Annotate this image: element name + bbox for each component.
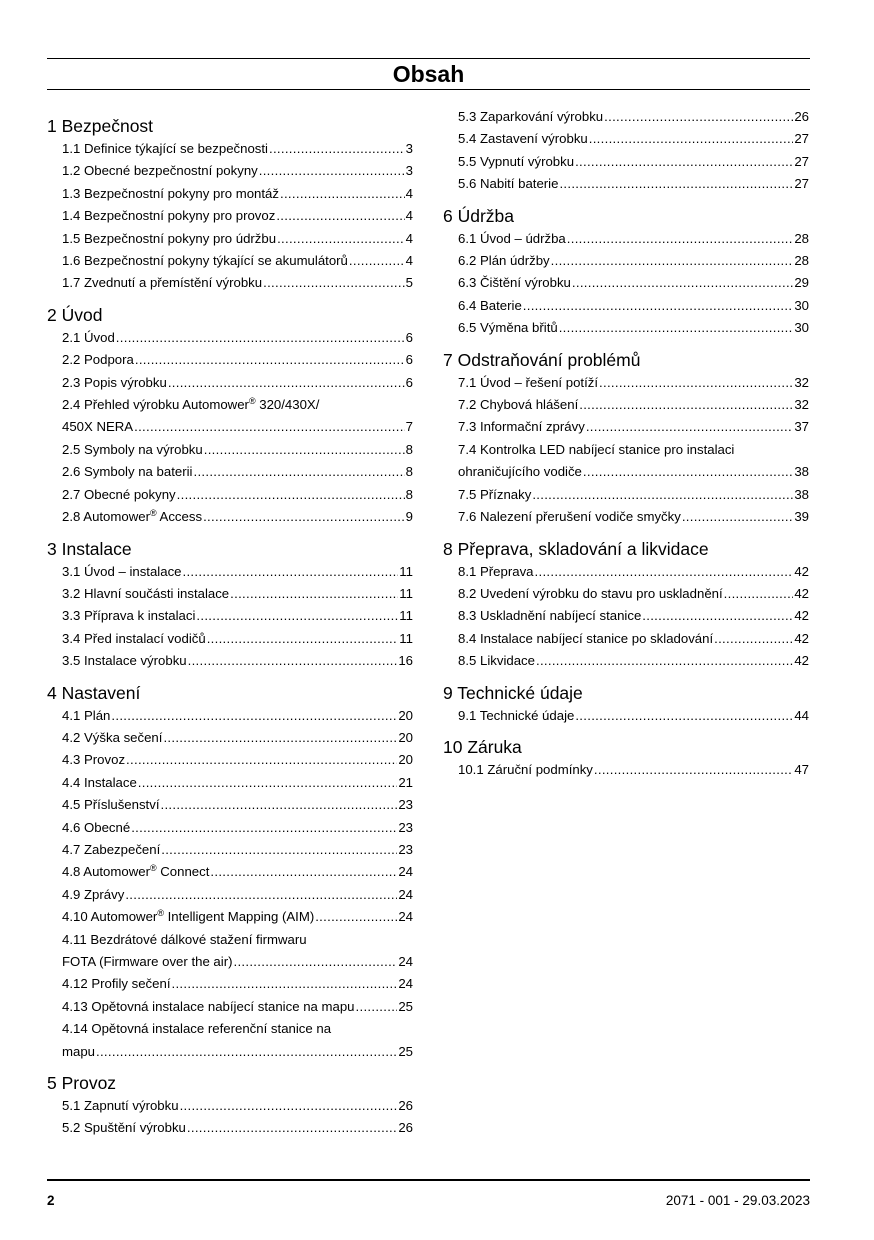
toc-entry-page: 32 bbox=[794, 397, 809, 413]
toc-entry-title: 5.1 Zapnutí výrobku bbox=[62, 1098, 179, 1114]
toc-entry[interactable] bbox=[47, 951, 413, 973]
toc-entry[interactable] bbox=[443, 759, 809, 781]
toc-entry[interactable] bbox=[47, 794, 413, 816]
toc-entry[interactable] bbox=[47, 349, 413, 371]
toc-entry[interactable] bbox=[443, 416, 809, 438]
toc-section-heading[interactable]: 2 Úvod bbox=[47, 304, 103, 325]
toc-entry-title: 2.8 Automower® Access bbox=[62, 508, 203, 525]
dot-leader bbox=[724, 583, 794, 605]
toc-entry-title: 8.3 Uskladnění nabíjecí stanice bbox=[458, 608, 642, 624]
dot-leader bbox=[579, 394, 793, 416]
toc-entry[interactable] bbox=[47, 506, 413, 528]
dot-leader bbox=[277, 228, 405, 250]
toc-entry[interactable] bbox=[443, 705, 809, 727]
toc-entry-title: 4.6 Obecné bbox=[62, 819, 131, 835]
dot-leader bbox=[269, 138, 405, 160]
header-rule-top bbox=[47, 58, 810, 59]
dot-leader bbox=[276, 205, 404, 227]
toc-entry[interactable] bbox=[443, 506, 809, 528]
toc-entry-page: 4 bbox=[405, 230, 413, 246]
toc-entry-title: 7.1 Úvod – řešení potíží bbox=[458, 374, 599, 390]
toc-section-heading[interactable]: 6 Údržba bbox=[443, 205, 515, 226]
toc-entry-page: 4 bbox=[405, 253, 413, 269]
toc-entry[interactable] bbox=[443, 561, 809, 583]
dot-leader bbox=[111, 705, 397, 727]
toc-entry-page: 30 bbox=[794, 297, 809, 313]
toc-section-heading[interactable]: 7 Odstraňování problémů bbox=[443, 349, 641, 370]
toc-entry-page: 42 bbox=[794, 608, 809, 624]
toc-entry-page: 7 bbox=[405, 419, 413, 435]
toc-entry[interactable] bbox=[47, 749, 413, 771]
dot-leader bbox=[594, 759, 793, 781]
dot-leader bbox=[604, 106, 793, 128]
toc-entry[interactable] bbox=[47, 250, 413, 272]
toc-entry-title: 8.2 Uvedení výrobku do stavu pro uskladnění bbox=[458, 585, 723, 601]
toc-entry-title: 6.3 Čištění výrobku bbox=[458, 275, 571, 291]
toc-section-heading[interactable]: 9 Technické údaje bbox=[443, 682, 583, 703]
toc-entry[interactable] bbox=[47, 561, 413, 583]
dot-leader bbox=[572, 272, 793, 294]
toc-entry-title: 4.7 Zabezpečení bbox=[62, 841, 161, 857]
toc-entry-title: 1.3 Bezpečnostní pokyny pro montáž bbox=[62, 185, 279, 201]
dot-leader bbox=[135, 349, 405, 371]
toc-entry[interactable] bbox=[47, 372, 413, 394]
toc-section-heading[interactable]: 5 Provoz bbox=[47, 1073, 117, 1094]
dot-leader bbox=[188, 650, 398, 672]
toc-entry[interactable] bbox=[443, 461, 809, 483]
dot-leader bbox=[586, 416, 794, 438]
toc-entry-page: 16 bbox=[398, 653, 413, 669]
toc-entry-line[interactable]: 2.4 Přehled výrobku Automower® 320/430X/ bbox=[62, 396, 320, 413]
toc-entry-page: 42 bbox=[794, 585, 809, 601]
toc-entry-title: 8.1 Přeprava bbox=[458, 563, 534, 579]
toc-section-heading[interactable]: 3 Instalace bbox=[47, 538, 132, 559]
toc-entry-page: 42 bbox=[794, 563, 809, 579]
dot-leader bbox=[551, 250, 794, 272]
toc-entry[interactable] bbox=[443, 650, 809, 672]
toc-entry-page: 8 bbox=[405, 441, 413, 457]
toc-entry-page: 26 bbox=[398, 1098, 413, 1114]
toc-entry-page: 24 bbox=[398, 909, 413, 925]
toc-entry[interactable] bbox=[47, 183, 413, 205]
toc-entry-page: 23 bbox=[398, 819, 413, 835]
toc-entry-title: 5.2 Spuštění výrobku bbox=[62, 1120, 186, 1136]
toc-entry-page: 24 bbox=[398, 976, 413, 992]
toc-entry[interactable] bbox=[443, 128, 809, 150]
toc-section-heading[interactable]: 1 Bezpečnost bbox=[47, 116, 154, 136]
toc-entry-title: 2.7 Obecné pokyny bbox=[62, 486, 176, 502]
dot-leader bbox=[682, 506, 794, 528]
dot-leader bbox=[96, 1041, 397, 1063]
toc-entry[interactable] bbox=[443, 173, 809, 195]
footer-page-number: 2 bbox=[47, 1193, 55, 1208]
toc-entry[interactable] bbox=[47, 461, 413, 483]
toc-entry[interactable] bbox=[47, 439, 413, 461]
dot-leader bbox=[559, 317, 794, 339]
toc-entry-page: 28 bbox=[794, 253, 809, 269]
toc-entry-page: 11 bbox=[399, 563, 413, 579]
dot-leader bbox=[532, 484, 793, 506]
toc-entry-page: 11 bbox=[399, 630, 413, 646]
toc-entry[interactable] bbox=[47, 583, 413, 605]
toc-entry-title: 3.2 Hlavní součásti instalace bbox=[62, 585, 230, 601]
dot-leader bbox=[599, 372, 793, 394]
dot-leader bbox=[134, 416, 405, 438]
toc-entry[interactable] bbox=[47, 272, 413, 294]
toc-entry[interactable] bbox=[47, 605, 413, 627]
toc-entry-title: 8.4 Instalace nabíjecí stanice po skladování bbox=[458, 630, 714, 646]
toc-entry[interactable] bbox=[443, 628, 809, 650]
toc-entry-page: 32 bbox=[794, 374, 809, 390]
dot-leader bbox=[193, 461, 404, 483]
toc-entry-page: 28 bbox=[794, 230, 809, 246]
toc-entry-page: 23 bbox=[398, 841, 413, 857]
toc-entry-page: 44 bbox=[794, 707, 809, 723]
toc-entry-page: 24 bbox=[398, 954, 413, 969]
toc-entry[interactable] bbox=[443, 484, 809, 506]
toc-entry[interactable] bbox=[47, 327, 413, 349]
toc-entry[interactable] bbox=[443, 250, 809, 272]
toc-entry-title: 7.5 Příznaky bbox=[458, 486, 532, 502]
toc-entry[interactable] bbox=[443, 295, 809, 317]
toc-entry[interactable] bbox=[443, 583, 809, 605]
toc-entry-page: 39 bbox=[794, 509, 809, 525]
toc-entry-page: 30 bbox=[794, 320, 809, 336]
toc-entry-page: 6 bbox=[405, 352, 413, 368]
toc-entry-page: 8 bbox=[405, 486, 413, 502]
toc-entry-page: 25 bbox=[398, 998, 413, 1014]
toc-entry-title: 1.4 Bezpečnostní pokyny pro provoz bbox=[62, 208, 276, 224]
toc-entry-title: 5.4 Zastavení výrobku bbox=[458, 131, 588, 147]
toc-entry-page: 47 bbox=[794, 761, 809, 777]
dot-leader bbox=[161, 839, 397, 861]
toc-entry-title: 4.9 Zprávy bbox=[62, 886, 125, 902]
dot-leader bbox=[125, 884, 397, 906]
toc-entry-title: 7.6 Nalezení přerušení vodiče smyčky bbox=[458, 509, 681, 525]
toc-entry-title: 4.13 Opětovná instalace nabíjecí stanice na mapu bbox=[62, 998, 355, 1014]
toc-entry-title: mapu bbox=[62, 1043, 95, 1059]
toc-entry-page: 29 bbox=[794, 275, 809, 291]
toc-entry[interactable] bbox=[443, 605, 809, 627]
dot-leader bbox=[575, 705, 793, 727]
toc-left-column bbox=[47, 106, 413, 1140]
footer-doc-code: 2071 - 001 - 29.03.2023 bbox=[665, 1193, 810, 1208]
dot-leader bbox=[280, 183, 405, 205]
toc-entry-title: 2.1 Úvod bbox=[62, 329, 115, 345]
dot-leader bbox=[315, 906, 397, 928]
toc-entry-page: 24 bbox=[398, 886, 413, 902]
toc-section-heading[interactable]: 4 Nastavení bbox=[47, 682, 141, 703]
toc-entry-title: 8.5 Likvidace bbox=[458, 653, 535, 669]
toc-entry[interactable] bbox=[47, 727, 413, 749]
toc-entry[interactable] bbox=[443, 372, 809, 394]
toc-entry-page: 42 bbox=[794, 630, 809, 646]
toc-entry[interactable] bbox=[47, 817, 413, 839]
toc-entry-title: 6.1 Úvod – údržba bbox=[458, 230, 566, 246]
toc-entry[interactable] bbox=[47, 138, 413, 160]
toc-entry-title: 6.5 Výměna břitů bbox=[458, 320, 558, 336]
toc-entry-title: 9.1 Technické údaje bbox=[458, 707, 575, 723]
toc-entry-title: 7.2 Chybová hlášení bbox=[458, 397, 579, 413]
toc-entry-page: 21 bbox=[398, 774, 413, 790]
footer-rule bbox=[47, 1179, 810, 1181]
toc-entry[interactable] bbox=[47, 973, 413, 995]
dot-leader bbox=[160, 794, 397, 816]
toc-entry-page: 42 bbox=[794, 653, 809, 669]
dot-leader bbox=[163, 727, 397, 749]
toc-entry-line[interactable]: 4.11 Bezdrátové dálkové stažení firmwaru bbox=[62, 931, 307, 947]
toc-entry-page: 38 bbox=[794, 464, 809, 480]
dot-leader bbox=[172, 973, 398, 995]
dot-leader bbox=[536, 650, 793, 672]
dot-leader bbox=[180, 1095, 398, 1117]
toc-entry-line[interactable]: 7.4 Kontrolka LED nabíjecí stanice pro instalaci bbox=[458, 441, 735, 457]
dot-leader bbox=[187, 1117, 397, 1139]
toc-entry-title: 1.2 Obecné bezpečnostní pokyny bbox=[62, 163, 258, 179]
toc-entry-page: 3 bbox=[405, 141, 413, 156]
toc-entry-page: 20 bbox=[398, 707, 413, 723]
toc-entry-title: 4.2 Výška sečení bbox=[62, 729, 163, 745]
toc-entry-title: 2.3 Popis výrobku bbox=[62, 374, 167, 390]
toc-entry-title: 2.6 Symboly na baterii bbox=[62, 464, 193, 480]
toc-entry-title: 4.3 Provoz bbox=[62, 752, 126, 768]
toc-entry[interactable] bbox=[47, 705, 413, 727]
dot-leader bbox=[183, 561, 399, 583]
toc-entry-page: 3 bbox=[405, 163, 413, 179]
dot-leader bbox=[204, 439, 405, 461]
toc-entry-page: 6 bbox=[405, 374, 413, 390]
toc-entry[interactable] bbox=[443, 106, 809, 128]
toc-entry-page: 8 bbox=[405, 464, 413, 480]
toc-entry[interactable] bbox=[443, 228, 809, 250]
toc-entry-page: 26 bbox=[794, 109, 809, 124]
toc-entry-page: 6 bbox=[405, 329, 413, 345]
dot-leader bbox=[567, 228, 794, 250]
toc-entry[interactable] bbox=[47, 484, 413, 506]
toc-entry-page: 4 bbox=[405, 185, 413, 201]
toc-entry-page: 38 bbox=[794, 486, 809, 502]
toc-section-heading[interactable]: 10 Záruka bbox=[443, 736, 522, 757]
dot-leader bbox=[349, 250, 405, 272]
dot-leader bbox=[131, 817, 397, 839]
toc-entry[interactable] bbox=[47, 996, 413, 1018]
toc-entry-title: 3.5 Instalace výrobku bbox=[62, 653, 187, 669]
toc-entry-page: 23 bbox=[398, 797, 413, 813]
toc-entry-title: 7.3 Informační zprávy bbox=[458, 419, 585, 435]
dot-leader bbox=[642, 605, 793, 627]
toc-entry-page: 20 bbox=[398, 752, 413, 768]
toc-entry[interactable] bbox=[443, 394, 809, 416]
toc-entry-title: 3.1 Úvod – instalace bbox=[62, 563, 182, 579]
toc-entry[interactable] bbox=[47, 839, 413, 861]
toc-entry[interactable] bbox=[47, 1041, 413, 1063]
toc-entry-title: 10.1 Záruční podmínky bbox=[458, 761, 593, 777]
dot-leader bbox=[230, 583, 398, 605]
toc-entry[interactable] bbox=[47, 205, 413, 227]
toc-entry-title: 2.5 Symboly na výrobku bbox=[62, 441, 203, 457]
dot-leader bbox=[116, 327, 405, 349]
toc-entry-page: 20 bbox=[398, 729, 413, 745]
toc-entry-title: 4.10 Automower® Intelligent Mapping (AIM) bbox=[62, 908, 315, 925]
dot-leader bbox=[196, 605, 398, 627]
toc-entry-title: 5.5 Vypnutí výrobku bbox=[458, 153, 575, 169]
toc-entry[interactable] bbox=[47, 160, 413, 182]
header-rule-bottom bbox=[47, 89, 810, 90]
toc-entry[interactable] bbox=[443, 317, 809, 339]
toc-entry-title: 1.5 Bezpečnostní pokyny pro údržbu bbox=[62, 230, 277, 246]
toc-section-heading[interactable]: 8 Přeprava, skladování a likvidace bbox=[443, 538, 709, 559]
dot-leader bbox=[583, 461, 793, 483]
dot-leader bbox=[523, 295, 794, 317]
dot-leader bbox=[203, 506, 405, 528]
toc-entry[interactable] bbox=[47, 650, 413, 672]
toc-entry-page: 27 bbox=[794, 153, 809, 169]
dot-leader bbox=[575, 151, 793, 173]
toc-entry-title: 1.7 Zvednutí a přemístění výrobku bbox=[62, 275, 263, 291]
toc-entry[interactable] bbox=[47, 1095, 413, 1117]
toc-entry-page: 37 bbox=[794, 419, 809, 435]
toc-entry-page: 25 bbox=[398, 1043, 413, 1059]
dot-leader bbox=[559, 173, 793, 195]
dot-leader bbox=[263, 272, 405, 294]
dot-leader bbox=[138, 772, 398, 794]
toc-entry-page: 27 bbox=[794, 131, 809, 147]
dot-leader bbox=[714, 628, 793, 650]
toc-entry-page: 5 bbox=[405, 275, 413, 291]
toc-entry-title: 4.12 Profily sečení bbox=[62, 976, 171, 992]
dot-leader bbox=[259, 160, 405, 182]
dot-leader bbox=[207, 628, 399, 650]
toc-entry-title: 4.4 Instalace bbox=[62, 774, 137, 790]
toc-entry[interactable] bbox=[443, 151, 809, 173]
dot-leader bbox=[356, 996, 398, 1018]
page-title: Obsah bbox=[392, 61, 465, 87]
toc-entry[interactable] bbox=[47, 1117, 413, 1139]
toc-entry-title: 6.4 Baterie bbox=[458, 297, 522, 313]
toc-entry[interactable] bbox=[47, 861, 413, 883]
toc-entry[interactable] bbox=[47, 906, 413, 928]
toc-entry-title: 450X NERA bbox=[62, 419, 134, 435]
toc-entry[interactable] bbox=[47, 884, 413, 906]
dot-leader bbox=[589, 128, 794, 150]
toc-entry-page: 11 bbox=[399, 585, 413, 601]
toc-entry[interactable] bbox=[47, 416, 413, 438]
toc-entry[interactable] bbox=[47, 628, 413, 650]
toc-entry-title: 2.2 Podpora bbox=[62, 352, 134, 368]
toc-entry-page: 11 bbox=[399, 608, 413, 624]
toc-entry-title: 1.1 Definice týkající se bezpečnosti bbox=[62, 141, 268, 156]
toc-entry-page: 26 bbox=[398, 1120, 413, 1136]
dot-leader bbox=[177, 484, 405, 506]
toc-entry-title: ohraničujícího vodiče bbox=[458, 464, 582, 480]
dot-leader bbox=[126, 749, 397, 771]
dot-leader bbox=[168, 372, 405, 394]
toc-entry-page: 9 bbox=[405, 509, 413, 525]
toc-entry-title: 4.1 Plán bbox=[62, 707, 111, 723]
toc-entry-title: 1.6 Bezpečnostní pokyny týkající se akumulátorů bbox=[62, 253, 348, 269]
dot-leader bbox=[233, 951, 397, 973]
toc-entry-page: 4 bbox=[405, 208, 413, 224]
toc-entry-line[interactable]: 4.14 Opětovná instalace referenční stanice na bbox=[62, 1021, 332, 1037]
toc-entry-title: 5.6 Nabití baterie bbox=[458, 176, 559, 192]
toc-entry-title: 3.3 Příprava k instalaci bbox=[62, 608, 196, 624]
toc-entry-title: FOTA (Firmware over the air) bbox=[62, 954, 233, 969]
toc-entry-title: 4.5 Příslušenství bbox=[62, 797, 160, 813]
toc-entry-page: 27 bbox=[794, 176, 809, 192]
toc-right-column bbox=[443, 106, 809, 781]
toc-entry-title: 3.4 Před instalací vodičů bbox=[62, 630, 206, 646]
toc-entry-title: 4.8 Automower® Connect bbox=[62, 863, 210, 880]
toc-entry-page: 24 bbox=[398, 864, 413, 880]
toc-entry[interactable] bbox=[47, 228, 413, 250]
toc-entry[interactable] bbox=[47, 772, 413, 794]
dot-leader bbox=[535, 561, 794, 583]
toc-entry[interactable] bbox=[443, 272, 809, 294]
dot-leader bbox=[210, 861, 397, 883]
toc-entry-title: 5.3 Zaparkování výrobku bbox=[458, 109, 604, 124]
toc-entry-title: 6.2 Plán údržby bbox=[458, 253, 550, 269]
